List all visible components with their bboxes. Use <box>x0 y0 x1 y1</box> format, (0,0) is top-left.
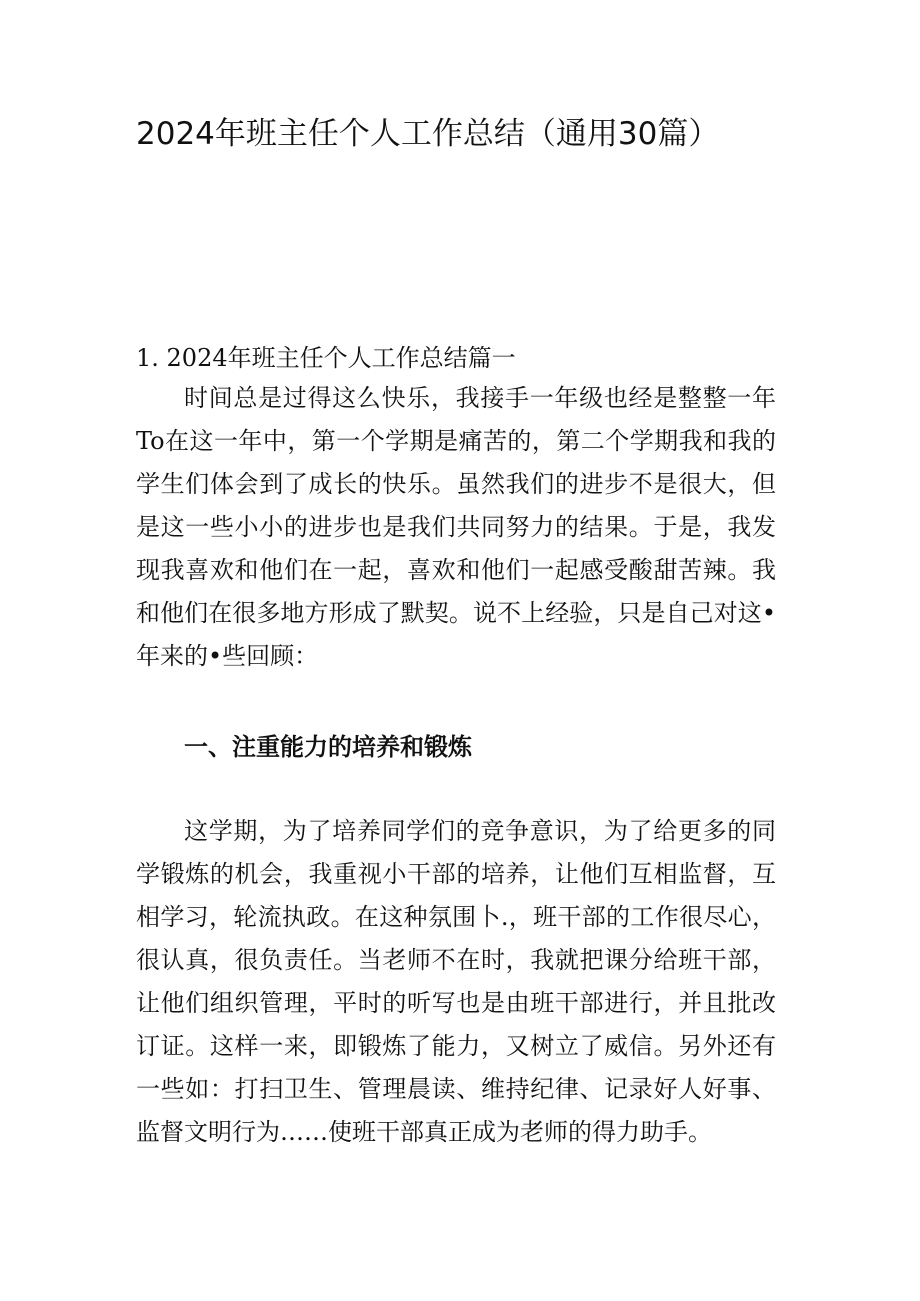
section-heading: 1. 2024年班主任个人工作总结篇一 <box>136 344 516 372</box>
subheading-1: 一、注重能力的培养和锻炼 <box>184 732 472 761</box>
paragraph-2: 这学期，为了培养同学们的竞争意识，为了给更多的同学锻炼的机会，我重视小干部的培养，让他们互相监督，互相学习，轮流执政。在这种氛围卜.，班干部的工作很尽心，很认真，很负责任。当老师不在时，我就把课分给班干部，让他们组织管理，平时的听写也是由班干部进行，并且批改订证。这样一来，即锻炼了能力，又树立了威信。另外还有一些如：打扫卫生、管理晨读、维持纪律、记录好人好事、监督文明行为……使班干部真正成为老师的得力助手。 <box>136 817 776 1146</box>
document-title: 2024年班主任个人工作总结（通用30篇） <box>136 116 720 152</box>
paragraph-1: 时间总是过得这么快乐，我接手一年级也经是整整一年To在这一年中，第一个学期是痛苦的，第二个学期我和我的学生们体会到了成长的快乐。虽然我们的进步不是很大，但是这一些小小的进步也是我们共同努力的结果。于是，我发现我喜欢和他们在一起，喜欢和他们一起感受酸甜苦辣。我和他们在很多地方形成了默契。说不上经验，只是自己对这•年来的•些回顾： <box>136 384 776 670</box>
